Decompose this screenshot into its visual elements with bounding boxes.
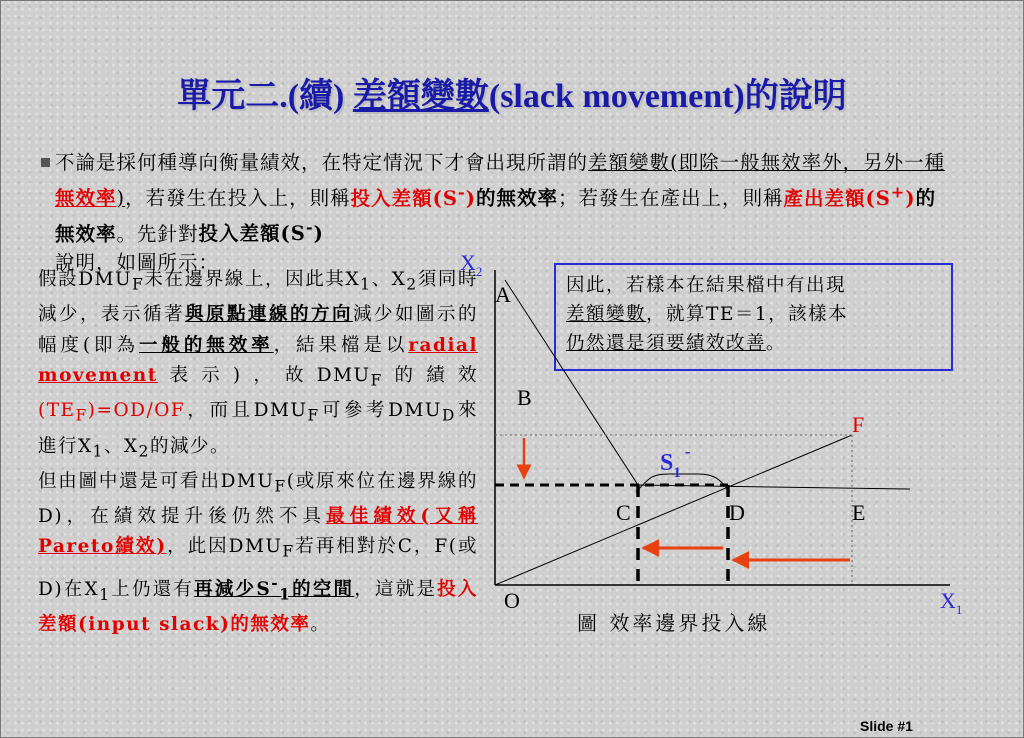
sub: F [132, 275, 145, 294]
note-term: 差額變數 [566, 304, 647, 325]
text: 的績效 [382, 365, 478, 387]
sub: 1 [99, 585, 111, 604]
emphasis-red: Pareto [38, 536, 115, 558]
sub: 1 [279, 585, 292, 604]
point-d-label: D [729, 500, 745, 525]
text: 、X [371, 269, 407, 290]
slack-s1-label: $S_1^-$ [660, 442, 691, 481]
sub: F [370, 371, 383, 390]
sub: 2 [138, 442, 150, 461]
intro-text: 的無效率 [475, 186, 558, 210]
sub: F [282, 543, 295, 562]
title-underlined: 差額變數 [352, 78, 489, 115]
figure-caption: 圖 效率邊界投入線 [577, 611, 771, 635]
emphasis-red: 又稱 [430, 505, 478, 527]
sub: F [274, 477, 287, 496]
text: ，結果檔是以 [273, 334, 409, 356]
explanation-paragraph-2 [38, 467, 478, 641]
formula [38, 400, 186, 426]
note-text: ，就算TE＝1，該樣本 [646, 304, 849, 325]
text: 可參考DMU [319, 400, 443, 422]
text: 假設DMU [38, 269, 133, 290]
intro-term-text: 投入差額(S [198, 222, 306, 245]
note-text: 。 [766, 333, 787, 354]
emphasis-red: 績效 [114, 536, 157, 558]
point-f-label: F [852, 412, 865, 437]
intro-term [350, 182, 476, 210]
intro-text: ，若發生在投入上，則稱 [125, 186, 351, 210]
emphasis-red: radial movement [38, 334, 478, 387]
intro-term-sup: - [305, 217, 314, 237]
intro-term-sup: + [890, 182, 906, 201]
emphasis-red: 投入差額(input slack)的無效率 [38, 578, 478, 635]
emphasis: 一般的無效率 [138, 334, 274, 356]
text: (或原來位在邊界線的D)，在績效提升後仍然不具 [38, 470, 479, 527]
x1-axis-label: $X_1$ [940, 588, 963, 617]
intro-term-text: ) [905, 186, 916, 210]
formula-text: (TE [38, 400, 76, 422]
text: 、X [103, 435, 139, 457]
note-term: 仍然還是須要績效改善 [566, 333, 767, 354]
point-b-label: B [517, 385, 532, 410]
text: 表示)，故DMU [157, 365, 371, 387]
intro-term-sup: - [457, 182, 466, 201]
note-text: 因此，若樣本在結果檔中有出現 [566, 275, 847, 296]
emphasis-text: 再減少S [194, 578, 272, 600]
intro-term [198, 217, 324, 245]
text: ，此因DMU [166, 536, 283, 558]
emphasis-red: 最佳績效 [326, 505, 421, 527]
text: 。 [310, 613, 331, 635]
title-suffix: (slack movement)的說明 [488, 78, 847, 115]
intro-term-text: 產出差額(S [783, 186, 891, 210]
intro-term-text: 投入差額(S [350, 186, 458, 210]
sub: 1 [92, 442, 104, 461]
intro-term [783, 182, 916, 210]
intro-text: 不論是採何種導向衡量績效，在特定情況下才會出現所謂的 [55, 151, 589, 174]
title-prefix: 單元二.(續) [177, 78, 353, 115]
intro-text: 說明，如圖所示： [55, 251, 220, 274]
text: 若再相對於C，F(或D)在X [38, 536, 478, 600]
point-a-label: A [495, 282, 511, 307]
ray-o-f [495, 435, 852, 585]
intro-text: 的無效率 [55, 186, 937, 245]
slack-bracket [636, 474, 730, 492]
text: 未在邊界線上，因此其X [144, 269, 361, 290]
text: 的減少。 [149, 435, 230, 457]
point-c-label: C [616, 500, 631, 525]
sub: F [75, 407, 88, 426]
text: ，這就是 [354, 578, 438, 600]
intro-text: ) [116, 186, 126, 210]
intro-term-text: ) [465, 186, 476, 210]
intro-term: 無效率 [55, 186, 117, 210]
sup: - [271, 573, 280, 592]
emphasis [194, 573, 355, 604]
text: 但由圖中還是可看出DMU [38, 470, 275, 492]
sub: 2 [406, 275, 418, 294]
origin-label: O [504, 588, 520, 613]
explanation-paragraph-1 [38, 265, 478, 467]
point-e-label: E [852, 500, 866, 525]
text: 上仍還有 [110, 578, 195, 600]
sub: 1 [360, 275, 372, 294]
emphasis-text: 的空間 [291, 578, 355, 600]
text: 須同時減少，表示循著 [38, 269, 478, 326]
intro-term-text: ) [313, 222, 324, 245]
formula-text: )=OD/OF [87, 400, 186, 422]
text: 減少如圖示的幅度(即為 [38, 304, 478, 356]
sub: F [307, 407, 320, 426]
emphasis-red: ) [156, 536, 167, 558]
sub: D [442, 407, 456, 426]
intro-text: ；若發生在產出上，則稱 [557, 186, 784, 210]
explanation-column [38, 265, 478, 640]
slide-number: Slide #1 [860, 718, 913, 734]
intro-text: 。先針對 [116, 222, 199, 245]
emphasis-red: ( [420, 505, 431, 527]
x2-axis-label: $X_2$ [460, 250, 483, 279]
efficiency-frontier-diagram [460, 230, 1000, 650]
emphasis: 與原點連線的方向 [184, 304, 353, 326]
intro-text: 差額變數(即除一般無效率外，另外一種 [588, 151, 946, 174]
slide-title [0, 68, 1024, 117]
bullet-marker [41, 158, 50, 167]
text: ，而且DMU [185, 400, 308, 422]
text: 來進行X [38, 400, 478, 457]
